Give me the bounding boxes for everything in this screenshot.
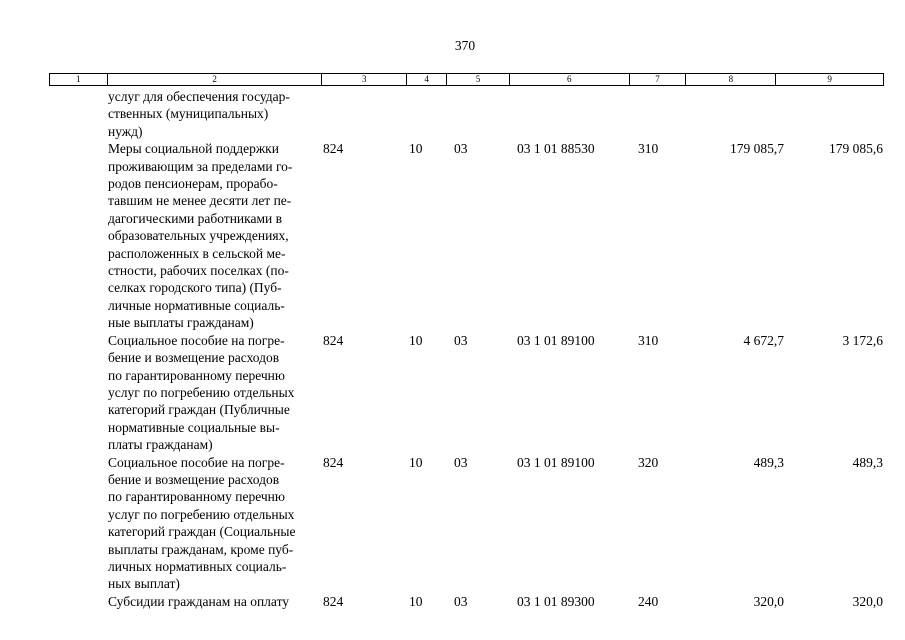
- column-header-1: 1: [50, 74, 108, 85]
- table-row: [0, 593, 905, 610]
- row-name-line: выплаты гражданам, кроме пуб-: [108, 541, 294, 557]
- cell-col-7: 310: [638, 141, 659, 157]
- cell-col-9: 3 172,6: [842, 332, 883, 348]
- row-name-line: услуг по погребению отдельных: [108, 384, 295, 400]
- cell-col-7: 240: [638, 593, 659, 609]
- row-name: [108, 593, 323, 610]
- row-name-line: платы гражданам): [108, 437, 213, 453]
- cell-col-6: 03 1 01 89300: [517, 593, 595, 609]
- row-name-line: ственных (муниципальных): [108, 106, 269, 122]
- table-row: [0, 88, 905, 140]
- cell-col-8: 4 672,7: [743, 332, 784, 348]
- cell-col-3: 824: [323, 454, 344, 470]
- row-name-line: бение и возмещение расходов: [108, 471, 280, 487]
- cell-col-5: 03: [454, 141, 468, 157]
- row-name-line: Субсидии гражданам на оплату: [108, 593, 290, 609]
- table-row: [0, 454, 905, 593]
- row-name-line: проживающим за пределами го-: [108, 158, 293, 174]
- cell-col-9: 179 085,6: [829, 141, 883, 157]
- row-name: [108, 454, 323, 593]
- cell-col-4: 10: [409, 332, 423, 348]
- row-name-line: по гарантированному перечню: [108, 367, 285, 383]
- row-name-line: родов пенсионерам, прорабо-: [108, 176, 278, 192]
- cell-col-6: 03 1 01 89100: [517, 454, 595, 470]
- cell-col-6: 03 1 01 89100: [517, 332, 595, 348]
- row-name-line: стности, рабочих поселках (по-: [108, 263, 289, 279]
- column-header-3: 3: [322, 74, 407, 85]
- cell-col-3: 824: [323, 141, 344, 157]
- row-name: [108, 140, 323, 331]
- row-name-line: селках городского типа) (Пуб-: [108, 280, 282, 296]
- cell-col-6: 03 1 01 88530: [517, 141, 595, 157]
- cell-col-4: 10: [409, 593, 423, 609]
- row-name-line: ные выплаты гражданам): [108, 315, 254, 331]
- row-name-line: нужд): [108, 123, 143, 139]
- row-name-line: категорий граждан (Социальные: [108, 524, 296, 540]
- cell-col-4: 10: [409, 141, 423, 157]
- table-body: [0, 88, 905, 610]
- cell-col-5: 03: [454, 332, 468, 348]
- row-name-line: Меры социальной поддержки: [108, 141, 279, 157]
- row-name-line: услуг для обеспечения государ-: [108, 89, 290, 104]
- row-name-line: личные нормативные социаль-: [108, 297, 285, 313]
- cell-col-5: 03: [454, 593, 468, 609]
- column-header-8: 8: [686, 74, 776, 85]
- row-name-line: Социальное пособие на погре-: [108, 332, 285, 348]
- cell-col-7: 310: [638, 332, 659, 348]
- column-header-5: 5: [447, 74, 510, 85]
- row-name-line: тавшим не менее десяти лет пе-: [108, 193, 292, 209]
- row-name-line: Социальное пособие на погре-: [108, 454, 285, 470]
- row-name-line: нормативные социальные вы-: [108, 419, 280, 435]
- table-row: [0, 140, 905, 331]
- cell-col-3: 824: [323, 332, 344, 348]
- cell-col-5: 03: [454, 454, 468, 470]
- column-header-2: 2: [108, 74, 322, 85]
- cell-col-3: 824: [323, 593, 344, 609]
- table-header: [49, 73, 884, 86]
- row-name-line: бение и возмещение расходов: [108, 350, 280, 366]
- column-header-6: 6: [510, 74, 630, 85]
- row-name-line: ных выплат): [108, 576, 180, 592]
- row-name-line: образовательных учреждениях,: [108, 228, 289, 244]
- cell-col-8: 179 085,7: [730, 141, 784, 157]
- cell-col-9: 320,0: [852, 593, 883, 609]
- row-name-line: дагогическими работниками в: [108, 210, 283, 226]
- row-name-line: услуг по погребению отдельных: [108, 506, 295, 522]
- row-name-line: по гарантированному перечню: [108, 489, 285, 505]
- table-row: [0, 332, 905, 454]
- row-name-line: личных нормативных социаль-: [108, 558, 287, 574]
- cell-col-4: 10: [409, 454, 423, 470]
- row-name: [108, 88, 323, 140]
- cell-col-8: 320,0: [753, 593, 784, 609]
- row-name-line: расположенных в сельской ме-: [108, 245, 286, 261]
- cell-col-8: 489,3: [753, 454, 784, 470]
- column-header-4: 4: [407, 74, 447, 85]
- cell-col-9: 489,3: [852, 454, 883, 470]
- column-header-7: 7: [630, 74, 687, 85]
- row-name-line: категорий граждан (Публичные: [108, 402, 290, 418]
- cell-col-7: 320: [638, 454, 659, 470]
- row-name: [108, 332, 323, 454]
- column-header-9: 9: [827, 74, 832, 84]
- page-number: 370: [454, 38, 476, 53]
